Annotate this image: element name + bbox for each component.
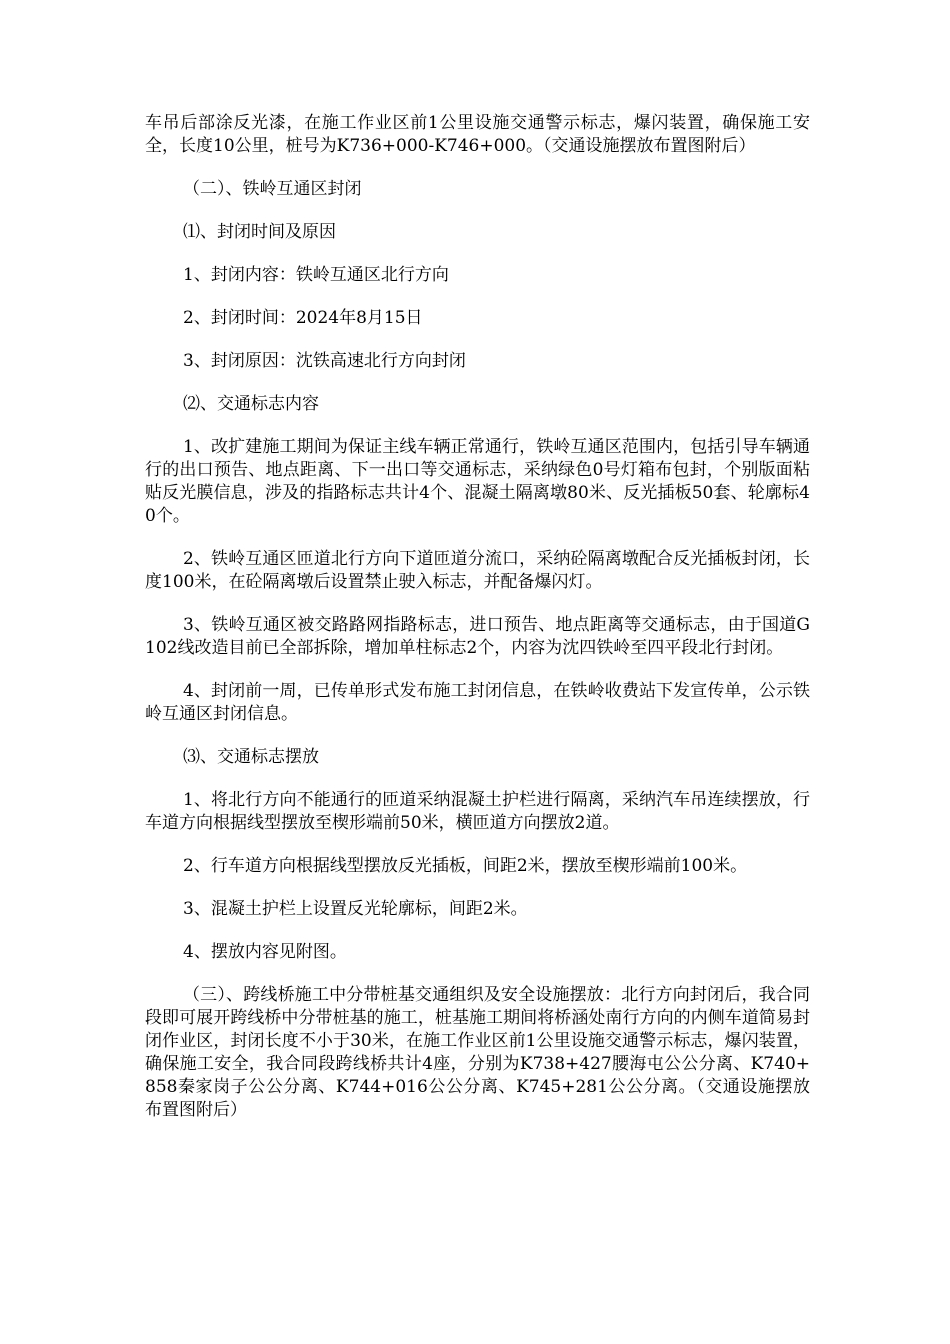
placement-item-4: 4、摆放内容见附图。	[183, 942, 347, 962]
closure-time: 2、封闭时间：2024年8月15日	[183, 308, 423, 328]
subsection-heading-1: ⑴、封闭时间及原因	[183, 222, 336, 242]
subsection-heading-2: ⑵、交通标志内容	[183, 394, 319, 414]
sign-content-item-2: 2、铁岭互通区匝道北行方向下道匝道分流口，采纳砼隔离墩配合反光插板封闭，长度100米，在砼隔离墩后设置禁止驶入标志，并配备爆闪灯。	[145, 549, 810, 592]
section-3-paragraph: （三）、跨线桥施工中分带桩基交通组织及安全设施摆放：北行方向封闭后，我合同段即可展开跨线桥中分带桩基的施工，桩基施工期间将桥涵处南行方向的内侧车道简易封闭作业区，封闭长度不小于30米，在施工作业区前1公里设施交通警示标志，爆闪装置，确保施工安全，我合同段跨线桥共计4座，分别为K738+427腰海屯公公分离、K740+858秦家岗子公公分离、K744+016公公分离、K745+281公公分离。（交通设施摆放布置图附后）	[145, 985, 810, 1120]
closure-content: 1、封闭内容：铁岭互通区北行方向	[183, 265, 449, 285]
placement-item-1: 1、将北行方向不能通行的匝道采纳混凝土护栏进行隔离，采纳汽车吊连续摆放，行车道方向根据线型摆放至楔形端前50米，横匝道方向摆放2道。	[145, 790, 810, 833]
sign-content-item-1: 1、改扩建施工期间为保证主线车辆正常通行，铁岭互通区范围内，包括引导车辆通行的出口预告、地点距离、下一出口等交通标志，采纳绿色0号灯箱布包封，个别版面粘贴反光膜信息，涉及的指路标志共计4个、混凝土隔离墩80米、反光插板50套、轮廓标40个。	[145, 437, 810, 526]
paragraph-continuation: 车吊后部涂反光漆，在施工作业区前1公里设施交通警示标志，爆闪装置，确保施工安全，长度10公里，桩号为K736+000-K746+000。（交通设施摆放布置图附后）	[145, 113, 810, 156]
sign-content-item-3: 3、铁岭互通区被交路路网指路标志，进口预告、地点距离等交通标志，由于国道G102线改造目前已全部拆除，增加单柱标志2个，内容为沈四铁岭至四平段北行封闭。	[145, 615, 810, 658]
placement-item-2: 2、行车道方向根据线型摆放反光插板，间距2米，摆放至楔形端前100米。	[183, 856, 748, 876]
sign-content-item-4: 4、封闭前一周，已传单形式发布施工封闭信息，在铁岭收费站下发宣传单，公示铁岭互通区封闭信息。	[145, 681, 810, 724]
document-page	[145, 112, 810, 1142]
placement-item-3: 3、混凝土护栏上设置反光轮廓标，间距2米。	[183, 899, 528, 919]
closure-reason: 3、封闭原因：沈铁高速北行方向封闭	[183, 351, 466, 371]
section-heading-2: （二）、铁岭互通区封闭	[183, 179, 362, 199]
subsection-heading-3: ⑶、交通标志摆放	[183, 747, 319, 767]
